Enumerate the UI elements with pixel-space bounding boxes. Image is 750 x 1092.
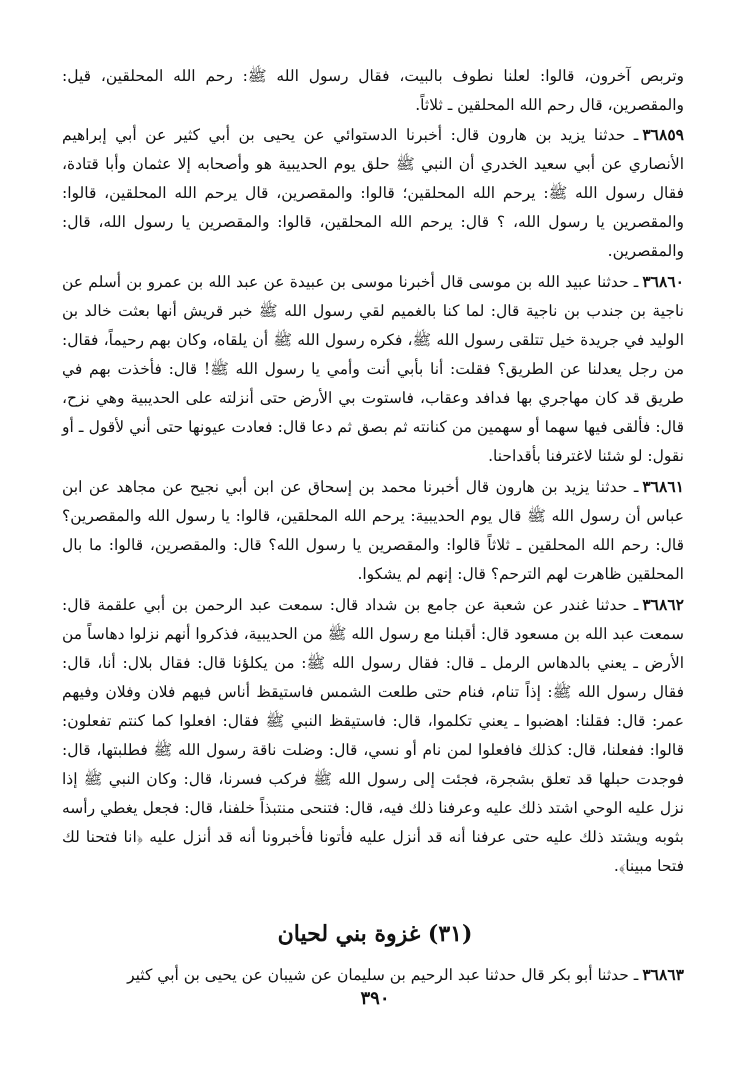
hadith-paragraph <box>62 472 684 589</box>
hadith-number: ٣٦٨٦٠ <box>642 272 684 291</box>
hadith-paragraph <box>62 267 684 471</box>
page-number: ٣٩٠ <box>360 988 390 1009</box>
hadith-number: ٣٦٨٦٣ <box>642 965 684 984</box>
hadith-text: ـ حدثنا يزيد بن هارون قال أخبرنا محمد بن إسحاق عن ابن أبي نجيح عن مجاهد عن ابن عباس أن رسول الله ﷺ قال يوم الحديبية: يرحم الله المحلقين، قالوا: يا رسول الله والمقصرين؟ قال: رحم الله المحلقين ـ ثلاثاً قالوا: والمقصرين يا رسول الله؟ قال: والمقصرين، قالوا: ما بال المحلقين ظاهرت لهم الترحم؟ قال: إنهم لم يشكوا. <box>62 478 684 583</box>
hadith-paragraph <box>62 960 684 990</box>
hadith-text: ـ حدثنا أبو بكر قال حدثنا عبد الرحيم بن سليمان عن شيبان عن يحيى بن أبي كثير <box>127 966 639 984</box>
hadith-paragraph <box>62 120 684 266</box>
hadith-number: ٣٦٨٦٢ <box>642 595 684 614</box>
section-heading: (٣١) غزوة بني لحيان <box>277 921 473 947</box>
continuation-text: وتربص آخرون، قالوا: لعلنا نطوف بالبيت، فقال رسول الله ﷺ: رحم الله المحلقين، قيل: والمقصرين، قال رحم الله المحلقين ـ ثلاثاً. <box>62 67 684 114</box>
main-text <box>62 62 684 882</box>
hadith-number: ٣٦٨٥٩ <box>642 125 684 144</box>
hadith-number: ٣٦٨٦١ <box>642 477 684 496</box>
hadith-text: ـ حدثنا عبيد الله بن موسى قال أخبرنا موسى بن عبيدة عن عبد الله بن عمرو بن أسلم عن ناجية بن جندب بن ناجية قال: لما كنا بالغميم لقي رسول الله ﷺ خبر قريش أنها بعثت خالد بن الوليد في جريدة خيل تتلقى رسول الله ﷺ، فكره رسول الله ﷺ أن يلقاه، وكان بهم رحيماً، فقال: من رجل يعدلنا عن الطريق؟ فقلت: أنا بأبي أنت وأمي يا رسول الله ﷺ! قال: فأخذت بهم في طريق قد كان مهاجري بها فدافد وعقاب، فاستوت بي الأرض حتى أنزلته على الحديبية وهي نزح، قال: فألقى فيها سهما أو سهمين من كنانته ثم بصق ثم دعا قال: فعادت عيونها حتى أني لأقول ـ أو نقول: لو شئنا لاغترفنا بأقداحنا. <box>62 273 684 465</box>
hadith-text: ـ حدثنا غندر عن شعبة عن جامع بن شداد قال: سمعت عبد الرحمن بن أبي علقمة قال: سمعت عبد الله بن مسعود قال: أقبلنا مع رسول الله ﷺ من الحديبية، فذكروا أنهم نزلوا دهاساً من الأرض ـ يعني بالدهاس الرمل ـ قال: فقال رسول الله ﷺ: من يكلؤنا قال: فقال بلال: أنا، قال: فقال رسول الله ﷺ: إذاً تنام، فنام حتى طلعت الشمس فاستيقظ أناس فيهم فلان وفلان وفيهم عمر: قال: فقلنا: اهضبوا ـ يعني تكلموا، قال: فاستيقظ النبي ﷺ فقال: افعلوا كما كنتم تفعلون: قالوا: ففعلنا، قال: كذلك فافعلوا لمن نام أو نسي، قال: وضلت ناقة رسول الله ﷺ فطلبتها، قال: فوجدت حبلها قد تعلق بشجرة، فجئت إلى رسول الله ﷺ فركب فسرنا، قال: وكان النبي ﷺ إذا نزل عليه الوحي اشتد ذلك عليه وعرفنا ذلك فيه، قال: فتنحى منتبذاً خلفنا، قال: فجعل يغطي رأسه بثوبه ويشتد ذلك عليه حتى عرفنا أنه قد أنزل عليه فأتونا فأخبرونا أنه قد أنزل عليه ﴿انا فتحنا لك فتحا مبينا﴾. <box>62 596 684 875</box>
hadith-paragraph <box>62 590 684 881</box>
hadith-text: ـ حدثنا يزيد بن هارون قال: أخبرنا الدستوائي عن يحيى بن أبي كثير عن أبي إبراهيم الأنصاري عن أبي سعيد الخدري أن النبي ﷺ حلق يوم الحديبية هو وأصحابه إلا عثمان وأبا قتادة، فقال رسول الله ﷺ: يرحم الله المحلقين؛ قالوا: والمقصرين، قال يرحم الله المحلقين، قالوا: والمقصرين يا رسول الله، ؟ قال: يرحم الله المحلقين، قالوا: والمقصرين يا رسول الله، قال: والمقصرين. <box>62 126 684 260</box>
